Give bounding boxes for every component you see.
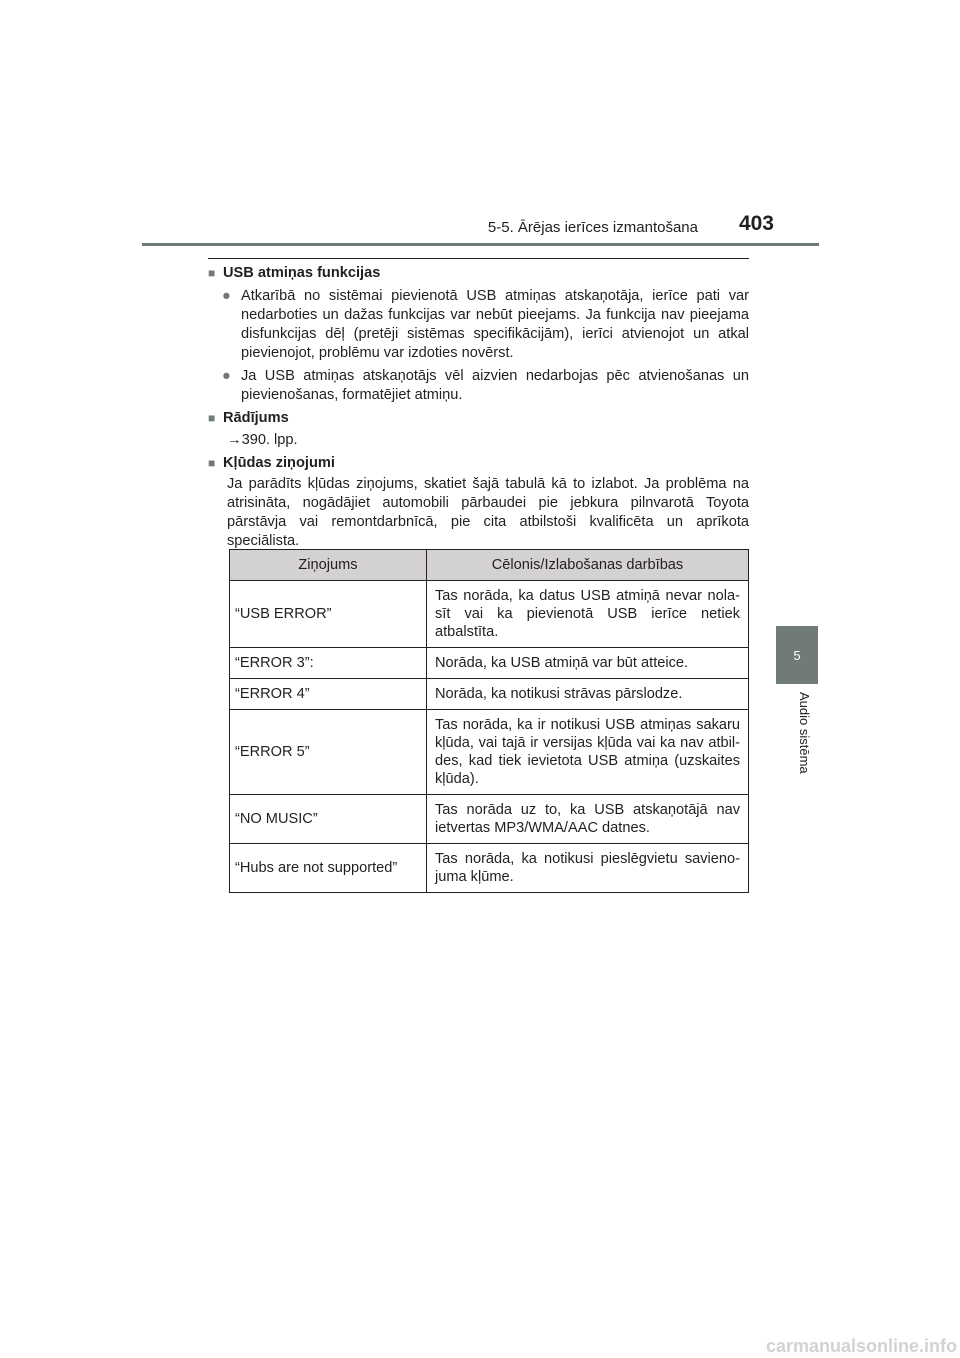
table-row bbox=[230, 581, 749, 648]
table-header-row bbox=[230, 550, 749, 581]
square-bullet-icon: ■ bbox=[208, 456, 216, 470]
table-row bbox=[230, 710, 749, 795]
column-header-message: Ziņojums bbox=[230, 550, 427, 581]
round-bullet-icon: ● bbox=[222, 368, 231, 384]
cause-cell: Norāda, ka notikusi strāvas pārslodze. bbox=[427, 679, 749, 710]
section-title: 5-5. Ārējas ierīces izmantošana bbox=[487, 219, 698, 236]
header-rule bbox=[142, 243, 819, 246]
table-row bbox=[230, 795, 749, 844]
table-row bbox=[230, 844, 749, 893]
square-bullet-icon: ■ bbox=[208, 411, 216, 425]
table-row bbox=[230, 648, 749, 679]
message-cell: “NO MUSIC” bbox=[230, 795, 427, 844]
cause-cell: Tas norāda, ka notikusi pieslēgvietu savieno-juma kļūme. bbox=[427, 844, 749, 893]
cause-cell: Tas norāda, ka datus USB atmiņā nevar nola-sīt vai ka pievienotā USB ierīce netiek atbalstīta. bbox=[427, 581, 749, 648]
message-cell: “Hubs are not supported” bbox=[230, 844, 427, 893]
page-content bbox=[208, 264, 749, 551]
watermark: carmanualsonline.info bbox=[765, 1336, 957, 1356]
page-number: 403 bbox=[738, 212, 774, 235]
chapter-number: 5 bbox=[793, 647, 801, 663]
section-heading bbox=[208, 264, 749, 283]
section-heading-text: Kļūdas ziņojumi bbox=[223, 455, 335, 471]
cause-cell: Tas norāda uz to, ka USB atskaņotājā nav ietvertas MP3/WMA/AAC datnes. bbox=[427, 795, 749, 844]
cause-cell: Tas norāda, ka ir notikusi USB atmiņas sakaru kļūda, vai tajā ir versijas kļūda vai ka nav atbil-des, kad tiek ievietota USB atmiņa (uzskaites kļūda). bbox=[427, 710, 749, 795]
chapter-tab[interactable] bbox=[776, 626, 818, 684]
bullet-text: Ja USB atmiņas atskaņotājs vēl aizvien nedarbojas pēc atvienošanas un pievienošanas, formatējiet atmiņu. bbox=[241, 368, 749, 403]
section-heading bbox=[208, 454, 749, 473]
column-header-cause: Cēlonis/Izlabošanas darbības bbox=[427, 550, 749, 581]
table-row bbox=[230, 679, 749, 710]
bullet-item bbox=[208, 367, 749, 405]
message-cell: “ERROR 4” bbox=[230, 679, 427, 710]
section-heading-text: Rādījums bbox=[223, 410, 289, 426]
message-cell: “ERROR 3”: bbox=[230, 648, 427, 679]
bullet-text: Atkarībā no sistēmai pievienotā USB atmiņas atskaņotāja, ierīce pati var nedarboties un dažas funkcijas var nebūt pieejams. Ja funkcija nav pieejama disfunkcijas dēļ (pretēji sistēmas specifikācijām), ierīci atvienojot un atkal pievienojot, problēmu var izdoties novērst. bbox=[241, 288, 749, 361]
section-heading-text: USB atmiņas funkcijas bbox=[223, 265, 381, 281]
message-cell: “ERROR 5” bbox=[230, 710, 427, 795]
square-bullet-icon: ■ bbox=[208, 266, 216, 280]
section-heading bbox=[208, 409, 749, 428]
content-rule bbox=[208, 258, 749, 259]
section-paragraph: Ja parādīts kļūdas ziņojums, skatiet šajā tabulā kā to izlabot. Ja problēma na atrisināta, nogādājiet automobili pārbaudei pie jebkura pilnvarotā Toyota pārstāvja vai remontdarbnīcā, pie cita atbilstoši kvalificēta un aprīkota speciālista. bbox=[227, 476, 749, 549]
bullet-item bbox=[208, 287, 749, 363]
chapter-label: Audio sistēma bbox=[797, 692, 812, 774]
error-message-table bbox=[229, 549, 749, 893]
round-bullet-icon: ● bbox=[222, 288, 231, 304]
message-cell: “USB ERROR” bbox=[230, 581, 427, 648]
cause-cell: Norāda, ka USB atmiņā var būt atteice. bbox=[427, 648, 749, 679]
page-reference-link[interactable]: →390. lpp. bbox=[227, 432, 298, 448]
